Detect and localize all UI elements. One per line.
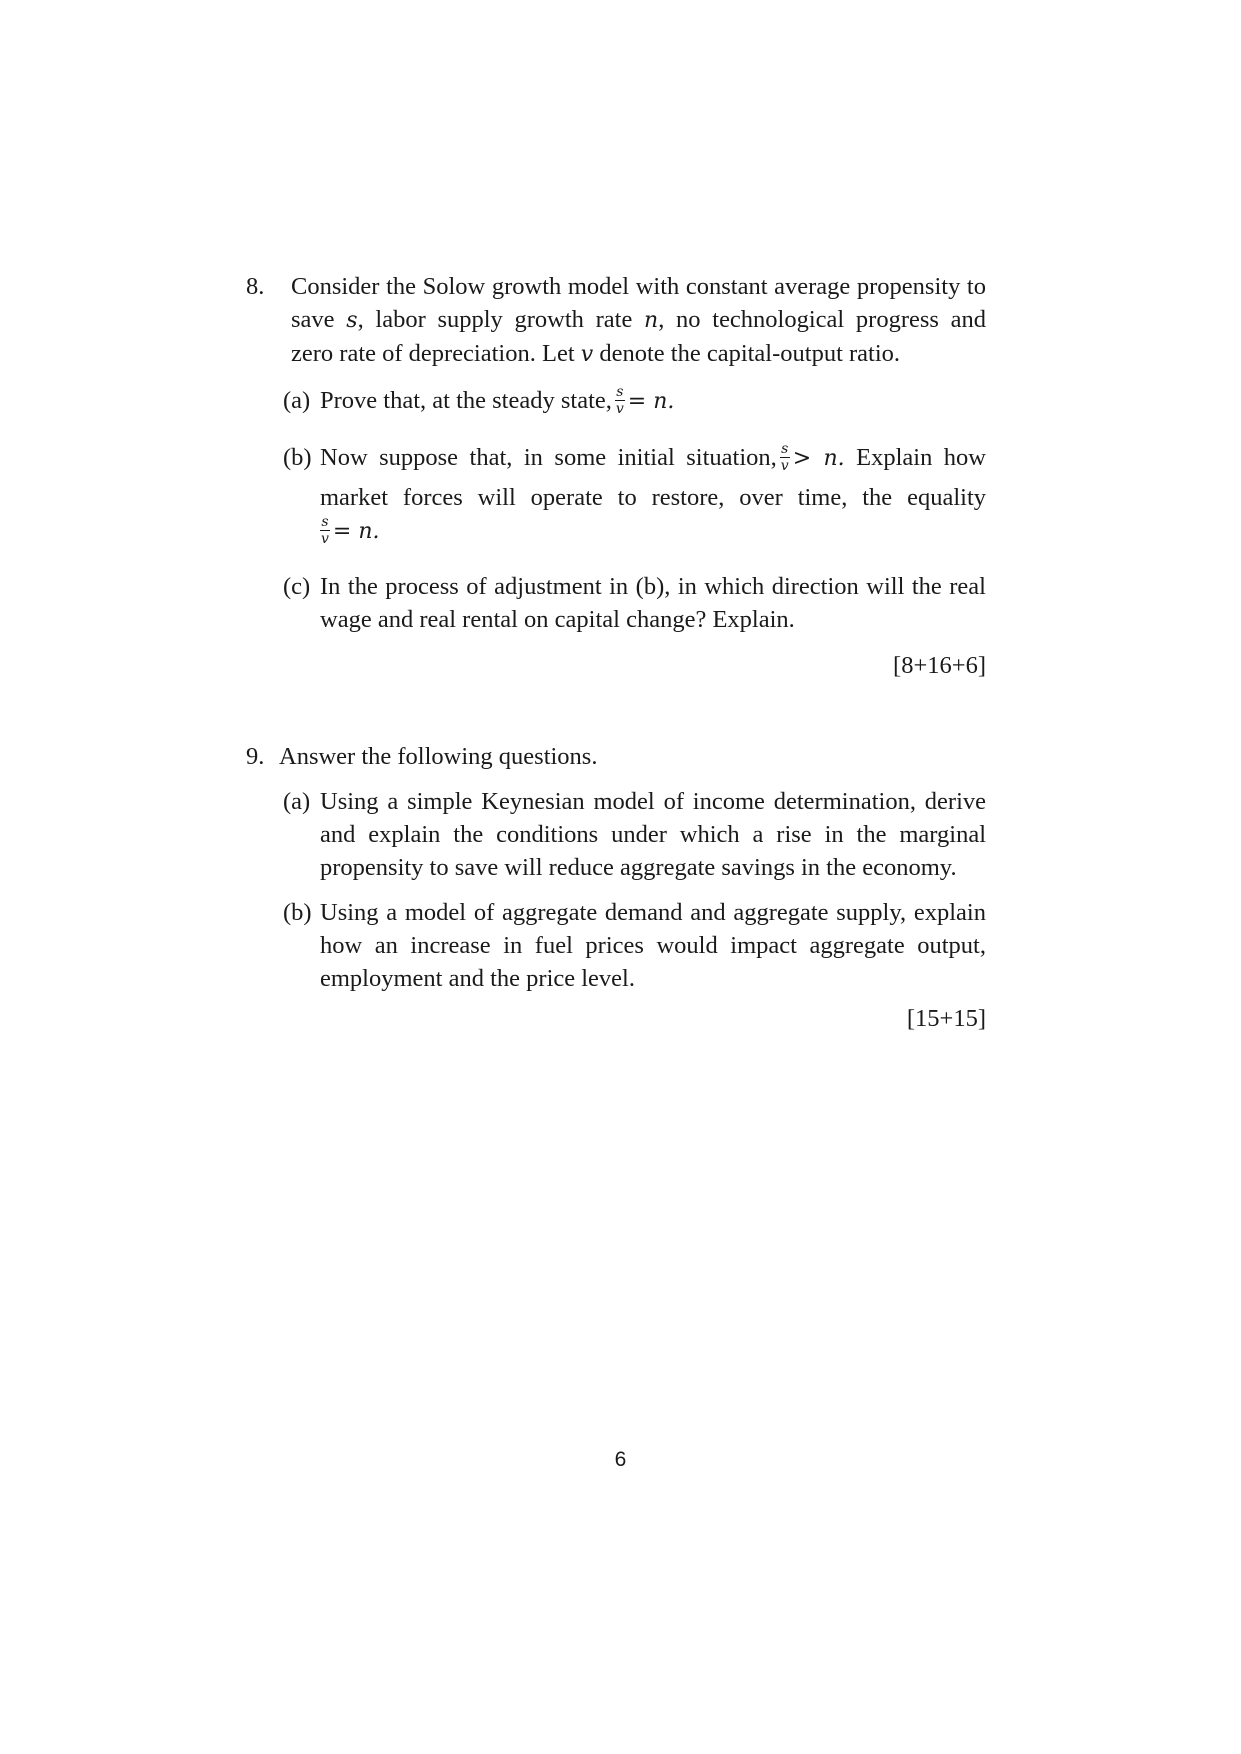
part-label: (a) (283, 387, 311, 414)
relation: > n. (792, 446, 845, 471)
question-8-marks: [8+16+6] (893, 652, 986, 679)
variable-v: v (580, 342, 594, 367)
question-9 (246, 740, 986, 780)
question-8-part-a (283, 384, 986, 424)
question-8-part-b (283, 441, 986, 551)
question-8 (246, 270, 986, 380)
question-number: 8. (246, 273, 265, 300)
question-number: 9. (246, 743, 265, 770)
question-stem: Consider the Solow growth model with constant average propensity to save s, labor supply growth rate n, no technological progress and zero rate of depreciation. Let v denote the capital-output ratio. (291, 273, 987, 367)
question-8-part-c (283, 570, 986, 640)
part-label: (b) (283, 444, 312, 471)
part-text: In the process of adjustment in (b), in which direction will the real wage and real rental on capital change? Explain. (320, 573, 986, 633)
part-label: (b) (283, 899, 312, 926)
fraction-s-over-v: $\frac{s}{v}$ (321, 513, 329, 547)
fraction-s-over-v: $\frac{s}{v}$ (615, 383, 624, 417)
page-number: 6 (614, 1448, 627, 1471)
relation: = n. (332, 519, 380, 544)
part-text: Using a simple Keynesian model of income determination, derive and explain the conditions under which a rise in the marginal propensity to save will reduce aggregate savings in the economy. (320, 788, 986, 881)
part-text: Prove that, at the steady state, $\frac{s}{v}$ = n. (320, 383, 675, 417)
relation: = n. (627, 389, 675, 414)
part-text: Now suppose that, in some initial situation, $\frac{s}{v}$ > n. Explain how market forces will operate to restore, over time, the equality $\frac{s}{v}$ = n. (320, 440, 987, 547)
variable-s: s (346, 308, 358, 333)
part-label: (c) (283, 573, 311, 600)
question-9-part-a (283, 785, 986, 885)
variable-n: n (644, 308, 659, 333)
question-9-part-b (283, 896, 986, 996)
part-label: (a) (283, 788, 311, 815)
fraction-s-over-v: $\frac{s}{v}$ (780, 440, 789, 474)
question-stem: Answer the following questions. (279, 743, 598, 770)
question-9-marks: [15+15] (906, 1005, 986, 1032)
part-text: Using a model of aggregate demand and aggregate supply, explain how an increase in fuel prices would impact aggregate output, employment and the price level. (320, 899, 986, 992)
